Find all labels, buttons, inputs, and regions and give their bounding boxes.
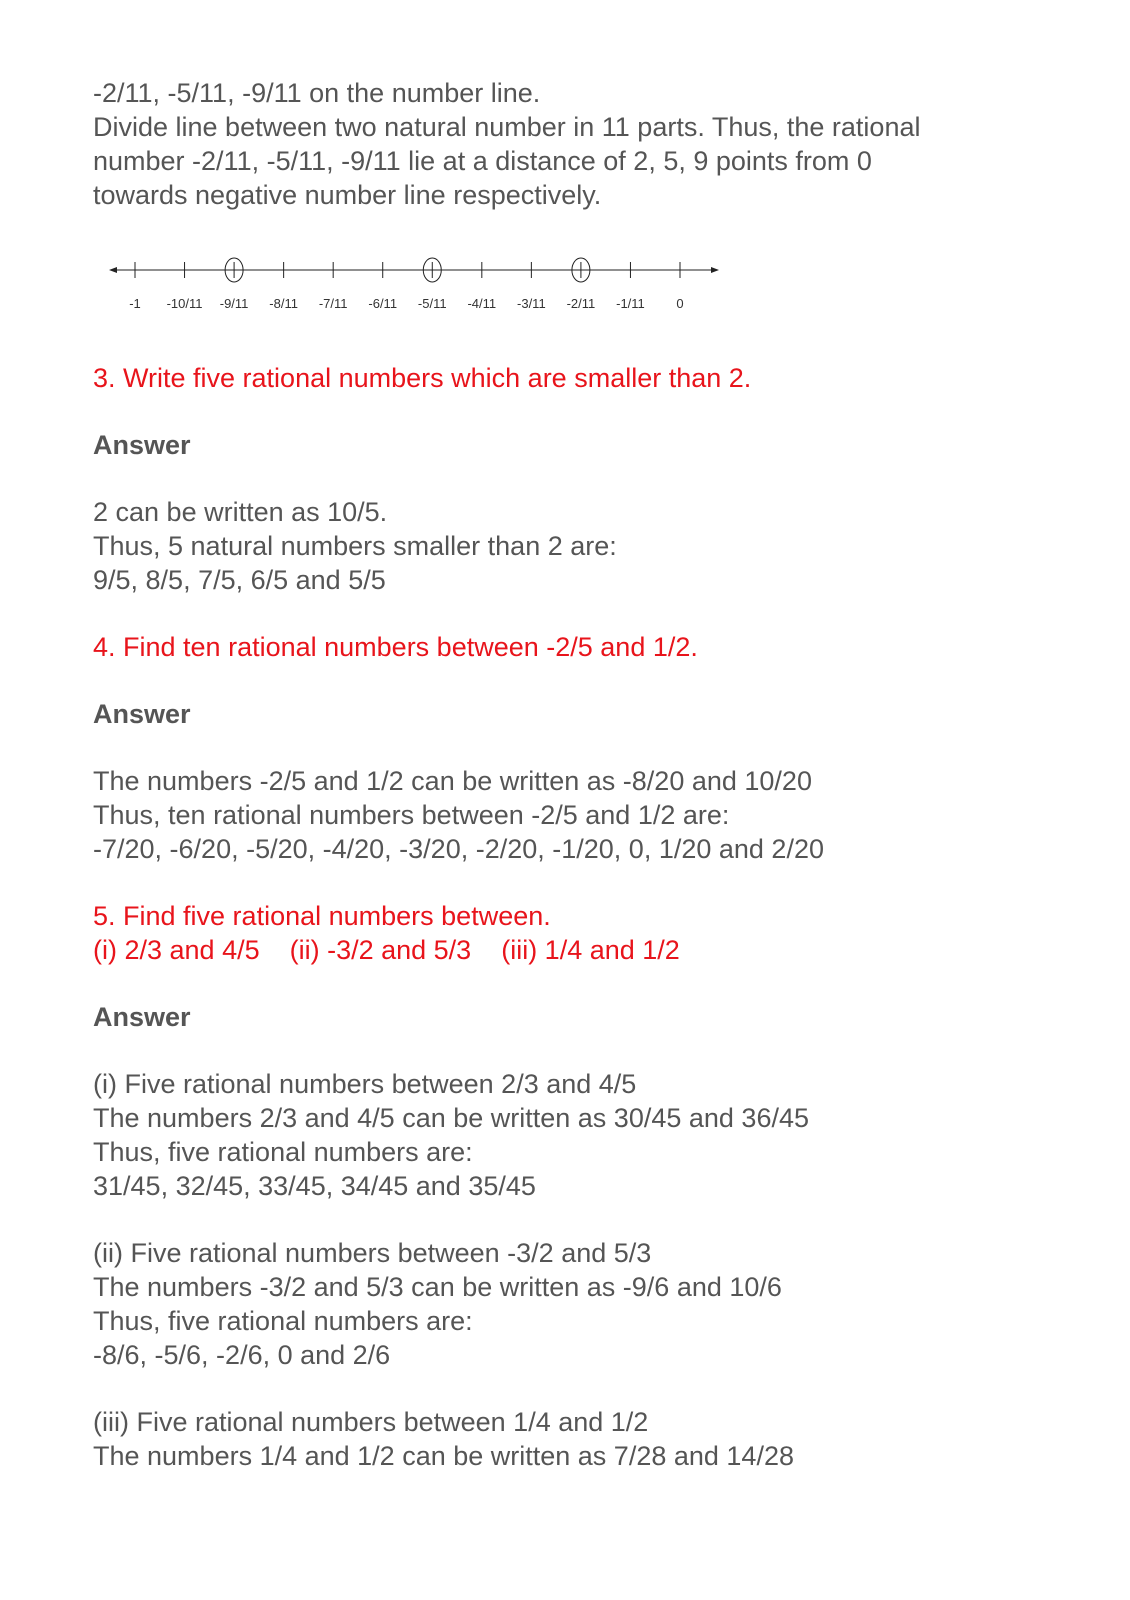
answer-line: 31/45, 32/45, 33/45, 34/45 and 35/45 xyxy=(93,1171,536,1201)
intro-line: number -2/11, -5/11, -9/11 lie at a distance of 2, 5, 9 points from 0 xyxy=(93,146,872,176)
tick-label: -1/11 xyxy=(616,296,645,311)
answer-line: The numbers 2/3 and 4/5 can be written as 30/45 and 36/45 xyxy=(93,1103,809,1133)
tick-label: -7/11 xyxy=(318,296,348,311)
answer-line: (iii) Five rational numbers between 1/4 and 1/2 xyxy=(93,1407,649,1437)
tick-label: -1 xyxy=(129,296,141,311)
answer-heading: Answer xyxy=(93,1002,191,1032)
answer-line: Thus, 5 natural numbers smaller than 2 are: xyxy=(93,531,617,561)
tick-label: -8/11 xyxy=(269,296,298,311)
answer-line: The numbers -3/2 and 5/3 can be written as -9/6 and 10/6 xyxy=(93,1272,782,1302)
tick-label: -5/11 xyxy=(417,296,447,311)
answer-line: 2 can be written as 10/5. xyxy=(93,497,388,527)
answer-line: The numbers -2/5 and 1/2 can be written as -8/20 and 10/20 xyxy=(93,766,812,796)
tick-label: -2/11 xyxy=(566,296,596,311)
tick-label: -3/11 xyxy=(517,296,546,311)
intro-line: Divide line between two natural number in 11 parts. Thus, the rational xyxy=(93,112,921,142)
answer-line: (ii) Five rational numbers between -3/2 and 5/3 xyxy=(93,1238,652,1268)
answer-line: The numbers 1/4 and 1/2 can be written as 7/28 and 14/28 xyxy=(93,1441,794,1471)
answer-heading: Answer xyxy=(93,430,191,460)
tick-label: -10/11 xyxy=(166,296,203,311)
intro-line: -2/11, -5/11, -9/11 on the number line. xyxy=(93,78,541,108)
question-3: 3. Write five rational numbers which are smaller than 2. xyxy=(93,363,752,393)
number-line-figure xyxy=(105,250,725,320)
answer-line: Thus, five rational numbers are: xyxy=(93,1306,473,1336)
tick-label: -6/11 xyxy=(368,296,398,311)
answer-line: Thus, ten rational numbers between -2/5 and 1/2 are: xyxy=(93,800,730,830)
question-5: 5. Find five rational numbers between. xyxy=(93,901,551,931)
answer-line: Thus, five rational numbers are: xyxy=(93,1137,473,1167)
right-arrow-icon xyxy=(711,267,719,273)
tick-label: -4/11 xyxy=(467,296,497,311)
answer-line: -8/6, -5/6, -2/6, 0 and 2/6 xyxy=(93,1340,391,1370)
intro-line: towards negative number line respectively. xyxy=(93,180,602,210)
tick-label: 0 xyxy=(676,296,684,311)
question-5-parts: (i) 2/3 and 4/5 (ii) -3/2 and 5/3 (iii) 1/4 and 1/2 xyxy=(93,935,680,965)
tick-label: -9/11 xyxy=(219,296,249,311)
left-arrow-icon xyxy=(109,267,117,273)
answer-line: (i) Five rational numbers between 2/3 and 4/5 xyxy=(93,1069,637,1099)
question-4: 4. Find ten rational numbers between -2/5 and 1/2. xyxy=(93,632,698,662)
number-line xyxy=(105,250,725,320)
answer-line: -7/20, -6/20, -5/20, -4/20, -3/20, -2/20, -1/20, 0, 1/20 and 2/20 xyxy=(93,834,824,864)
answer-line: 9/5, 8/5, 7/5, 6/5 and 5/5 xyxy=(93,565,386,595)
answer-heading: Answer xyxy=(93,699,191,729)
